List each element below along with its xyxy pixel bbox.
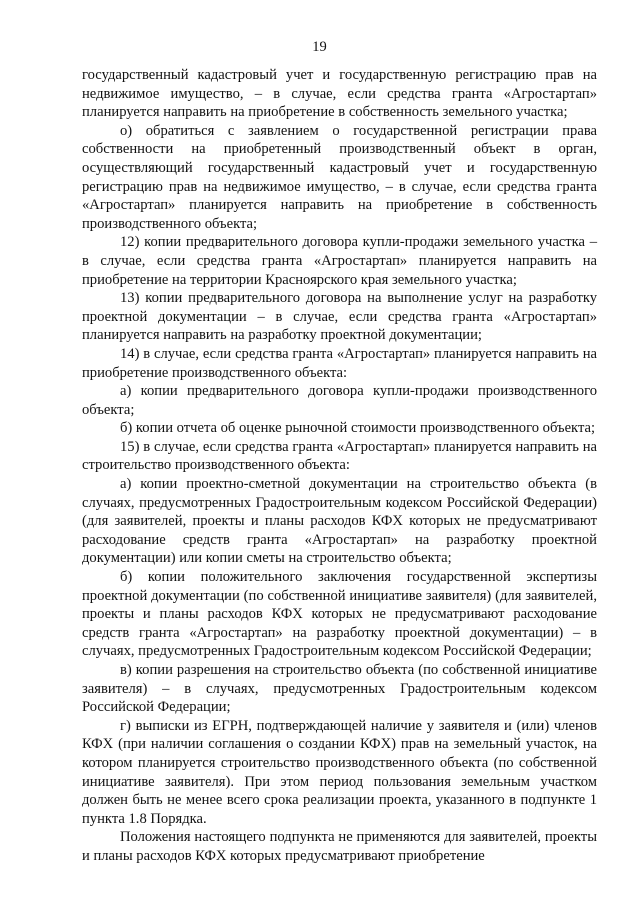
paragraph-item-15: 15) в случае, если средства гранта «Агростартап» планируется направить на строительство производственного объекта:: [82, 438, 597, 474]
document-body: [82, 66, 597, 866]
paragraph-item-15a: а) копии проектно-сметной документации на строительство объекта (в случаях, предусмотренных Градостроительным кодексом Российской Федерации) (для заявителей, проекты и планы расходов КФХ которых не предусматривают расходование средств гранта «Агростартап» на разработку проектной документации) или копии сметы на строительство объекта;: [82, 476, 597, 567]
paragraph-item-13: 13) копии предварительного договора на выполнение услуг на разработку проектной документации – в случае, если средства гранта «Агростартап» планируется направить на разработку проектной документации;: [82, 290, 597, 344]
page-number: 19: [312, 39, 327, 55]
paragraph-item-15v: в) копии разрешения на строительство объекта (по собственной инициативе заявителя) – в случаях, предусмотренных Градостроительным кодексом Российской Федерации;: [82, 662, 597, 716]
paragraph-item-12: 12) копии предварительного договора купли-продажи земельного участка – в случае, если средства гранта «Агростартап» планируется направить на приобретение на территории Красноярского края земельного участка;: [82, 234, 597, 288]
paragraph-item-14: 14) в случае, если средства гранта «Агростартап» планируется направить на приобретение производственного объекта:: [82, 345, 597, 381]
paragraph-provisions: Положения настоящего подпункта не применяются для заявителей, проекты и планы расходов КФХ которых предусматривают приобретение: [82, 829, 597, 864]
paragraph-item-14b: б) копии отчета об оценке рыночной стоимости производственного объекта;: [120, 420, 596, 437]
paragraph-item-15g: г) выписки из ЕГРН, подтверждающей наличие у заявителя и (или) членов КФХ (при наличии соглашения о создании КФХ) прав на земельный участок, на котором планируется строительство производственного объекта (по собственной инициативе заявителя). При этом период пользования земельным участком должен быть не менее всего срока реализации проекта, указанного в подпункте 1 пункта 1.8 Порядка.: [82, 717, 597, 827]
paragraph-item-14a: а) копии предварительного договора купли-продажи производственного объекта;: [82, 383, 597, 418]
paragraph-item-o: о) обратиться с заявлением о государственной регистрации права собственности на приобретенный производственный объект в орган, осуществляющий государственный кадастровый учет и государственную регистрацию прав на недвижимое имущество, – в случае, если средства гранта «Агростартап» планируется направить на приобретение в собственность производственного объекта;: [82, 122, 597, 232]
paragraph-item-15b: б) копии положительного заключения государственной экспертизы проектной документации (по собственной инициативе заявителя) (для заявителей, проекты и планы расходов КФХ которых не предусматривают расходование средств гранта «Агростартап» на разработку проектной документации) – в случаях, предусмотренных Градостроительным кодексом Российской Федерации;: [82, 569, 597, 660]
paragraph-continuation: государственный кадастровый учет и государственную регистрацию прав на недвижимое имущество, – в случае, если средства гранта «Агростартап» планируется направить на приобретение в собственность земельного участка;: [82, 67, 597, 121]
